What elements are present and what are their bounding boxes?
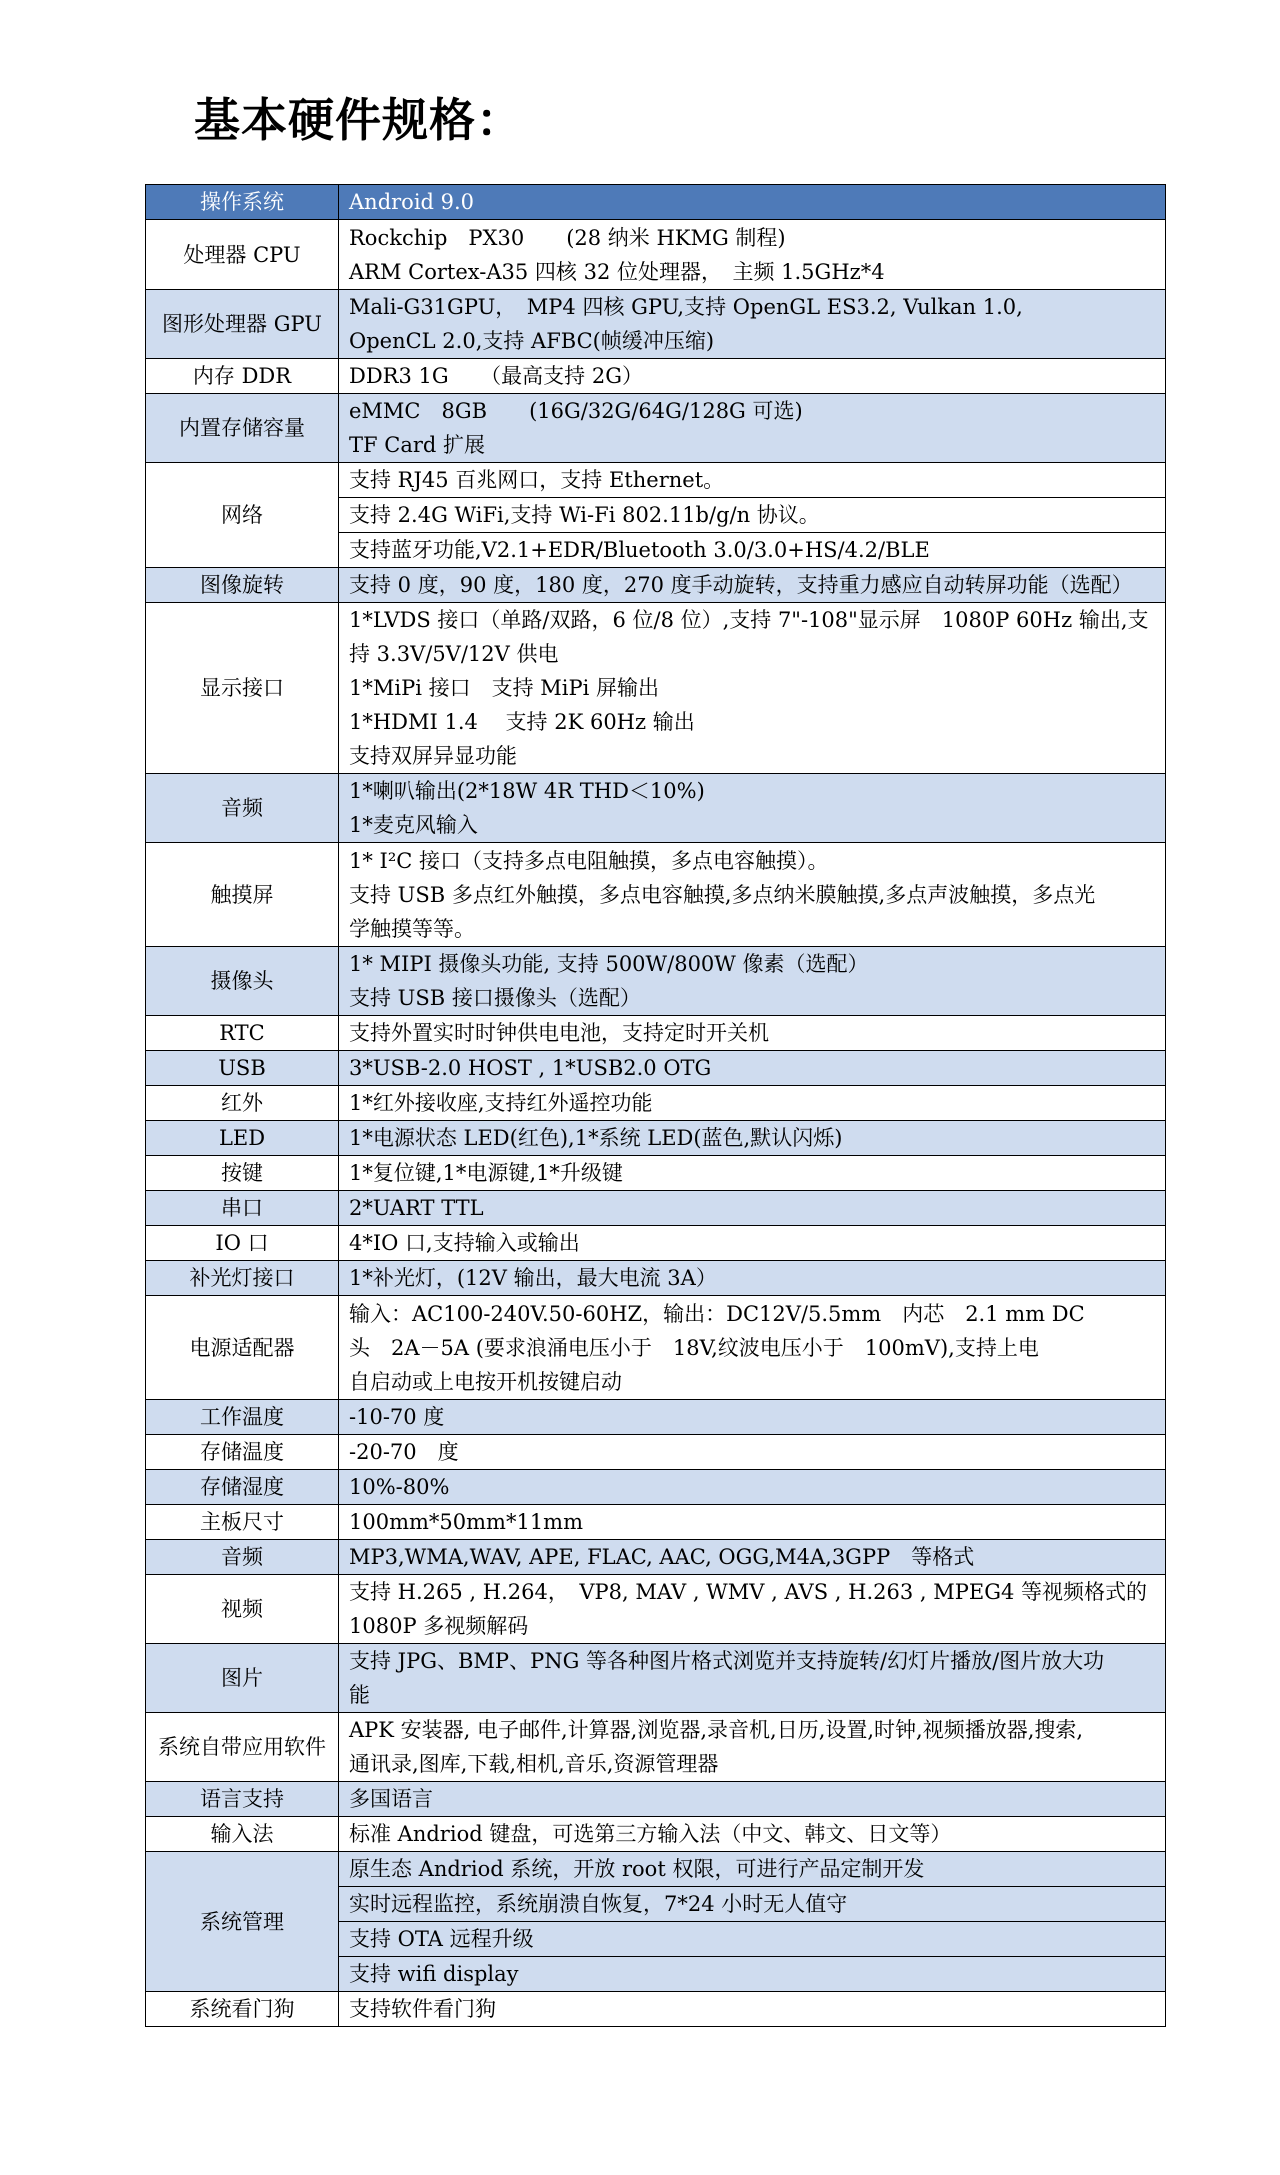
spec-value-line: 支持外置实时时钟供电电池，支持定时开关机: [349, 1021, 769, 1045]
spec-row: [146, 185, 1166, 220]
spec-value-line: 支持 USB 接口摄像头（选配）: [349, 986, 641, 1010]
spec-label: 语言支持: [146, 1782, 339, 1817]
spec-value-line: 1*喇叭输出(2*18W 4R THD＜10%): [349, 779, 705, 803]
spec-value-line: 1*复位键,1*电源键,1*升级键: [349, 1161, 623, 1185]
spec-label: 红外: [146, 1086, 339, 1121]
spec-value-line: 标准 Andriod 键盘，可选第三方输入法（中文、韩文、日文等）: [349, 1822, 952, 1846]
spec-value: [339, 1922, 1166, 1957]
spec-label: 系统看门狗: [146, 1992, 339, 2027]
spec-value: [339, 1644, 1166, 1713]
spec-value: [339, 1713, 1166, 1782]
spec-value-line: APK 安装器, 电子邮件,计算器,浏览器,录音机,日历,设置,时钟,视频播放器,搜索,: [349, 1718, 1084, 1742]
spec-value-line: 1* I²C 接口（支持多点电阻触摸，多点电容触摸）。: [349, 848, 829, 873]
spec-row: [146, 1086, 1166, 1121]
spec-value: [339, 1575, 1166, 1644]
spec-row: [146, 1540, 1166, 1575]
spec-value-line: ARM Cortex-A35 四核 32 位处理器， 主频 1.5GHz*4: [349, 259, 885, 284]
spec-value-line: 支持 wifi display: [349, 1962, 519, 1986]
spec-value-line: eMMC 8GB (16G/32G/64G/128G 可选): [349, 399, 803, 423]
spec-label: 按键: [146, 1156, 339, 1191]
spec-value-line: 支持 JPG、BMP、PNG 等各种图片格式浏览并支持旋转/幻灯片播放/图片放大功: [349, 1649, 1105, 1673]
spec-value: [339, 1400, 1166, 1435]
spec-value: [339, 947, 1166, 1016]
spec-value-line: 通讯录,图库,下载,相机,音乐,资源管理器: [349, 1752, 719, 1776]
spec-value-line: 支持 USB 多点红外触摸，多点电容触摸,多点纳米膜触摸,多点声波触摸，多点光: [349, 882, 1096, 907]
spec-value-line: DDR3 1G （最高支持 2G）: [349, 364, 643, 388]
spec-value-line: 1080P 多视频解码: [349, 1614, 529, 1638]
spec-value: [339, 1505, 1166, 1540]
spec-row: [146, 1992, 1166, 2027]
spec-label: 图像旋转: [146, 568, 339, 603]
spec-value: [339, 1852, 1166, 1887]
spec-row: [146, 947, 1166, 1016]
spec-value: [339, 1817, 1166, 1852]
spec-label: 触摸屏: [146, 843, 339, 947]
spec-value-line: 支持双屏异显功能: [349, 744, 517, 768]
spec-value: [339, 1086, 1166, 1121]
spec-label: 主板尺寸: [146, 1505, 339, 1540]
spec-row: [146, 1435, 1166, 1470]
spec-value-line: 输入：AC100-240V.50-60HZ，输出：DC12V/5.5mm 内芯 2.1 mm DC: [349, 1301, 1085, 1326]
spec-row: [146, 1156, 1166, 1191]
spec-value: [339, 1051, 1166, 1086]
spec-label: RTC: [146, 1016, 339, 1051]
spec-row: [146, 290, 1166, 359]
spec-label: 音频: [146, 774, 339, 843]
spec-label: 电源适配器: [146, 1296, 339, 1400]
spec-table: [145, 184, 1166, 2027]
spec-value-line: 支持 0 度，90 度，180 度，270 度手动旋转，支持重力感应自动转屏功能（选配）: [349, 573, 1133, 597]
spec-label: USB: [146, 1051, 339, 1086]
spec-value-line: 多国语言: [349, 1787, 433, 1811]
spec-value-line: -10-70 度: [349, 1405, 445, 1429]
spec-value-line: Android 9.0: [349, 190, 475, 214]
spec-value: [339, 1782, 1166, 1817]
spec-value: [339, 1191, 1166, 1226]
spec-value: [339, 843, 1166, 947]
spec-value-line: 持 3.3V/5V/12V 供电: [349, 642, 559, 666]
spec-label: 系统自带应用软件: [146, 1713, 339, 1782]
spec-label: 输入法: [146, 1817, 339, 1852]
spec-value-line: 1*补光灯，(12V 输出，最大电流 3A）: [349, 1266, 717, 1290]
spec-row: [146, 463, 1166, 498]
spec-value-line: 1*麦克风输入: [349, 813, 478, 837]
spec-value-line: 100mm*50mm*11mm: [349, 1510, 584, 1534]
spec-label: 存储湿度: [146, 1470, 339, 1505]
spec-table-body: [146, 185, 1166, 2027]
spec-value: [339, 1887, 1166, 1922]
spec-row: [146, 1121, 1166, 1156]
spec-row: [146, 1505, 1166, 1540]
spec-value-line: 自启动或上电按开机按键启动: [349, 1369, 622, 1394]
spec-value-line: 2*UART TTL: [349, 1196, 484, 1220]
spec-row: [146, 603, 1166, 774]
spec-label: 内置存储容量: [146, 394, 339, 463]
spec-value-line: 1*红外接收座,支持红外遥控功能: [349, 1091, 653, 1115]
spec-value-line: 3*USB-2.0 HOST , 1*USB2.0 OTG: [349, 1056, 712, 1080]
spec-value-line: 1*LVDS 接口（单路/双路，6 位/8 位）,支持 7"-108"显示屏 1080P 60Hz 输出,支: [349, 608, 1149, 632]
spec-label: IO 口: [146, 1226, 339, 1261]
spec-value-line: Mali-G31GPU， MP4 四核 GPU,支持 OpenGL ES3.2, Vulkan 1.0,: [349, 295, 1023, 319]
spec-row: [146, 1644, 1166, 1713]
spec-label: 工作温度: [146, 1400, 339, 1435]
spec-row: [146, 1400, 1166, 1435]
spec-value-line: MP3,WMA,WAV, APE, FLAC, AAC, OGG,M4A,3GPP 等格式: [349, 1545, 975, 1569]
spec-row: [146, 220, 1166, 290]
spec-value-line: OpenCL 2.0,支持 AFBC(帧缓冲压缩): [349, 329, 715, 353]
spec-row: [146, 568, 1166, 603]
spec-value: [339, 1261, 1166, 1296]
spec-label: 补光灯接口: [146, 1261, 339, 1296]
spec-label: 系统管理: [146, 1852, 339, 1992]
spec-label: 处理器 CPU: [146, 220, 339, 290]
spec-value-line: -20-70 度: [349, 1440, 459, 1464]
spec-row: [146, 1782, 1166, 1817]
spec-value-line: 能: [349, 1683, 370, 1707]
spec-value: [339, 463, 1166, 498]
spec-label: 图片: [146, 1644, 339, 1713]
spec-row: [146, 359, 1166, 394]
spec-value: [339, 394, 1166, 463]
spec-value: [339, 1957, 1166, 1992]
spec-value-line: 实时远程监控，系统崩溃自恢复，7*24 小时无人值守: [349, 1892, 848, 1916]
spec-value: [339, 220, 1166, 290]
page-title: 基本硬件规格：: [194, 93, 523, 147]
spec-value-line: 1* MIPI 摄像头功能, 支持 500W/800W 像素（选配）: [349, 952, 869, 976]
spec-value: [339, 1121, 1166, 1156]
spec-value: [339, 1540, 1166, 1575]
spec-value-line: 头 2A－5A (要求浪涌电压小于 18V,纹波电压小于 100mV),支持上电: [349, 1335, 1039, 1360]
spec-value: [339, 774, 1166, 843]
spec-value-line: TF Card 扩展: [349, 433, 485, 457]
spec-label: 操作系统: [146, 185, 339, 220]
spec-label: 音频: [146, 1540, 339, 1575]
spec-row: [146, 1575, 1166, 1644]
spec-row: [146, 1817, 1166, 1852]
spec-row: [146, 1713, 1166, 1782]
spec-label: 显示接口: [146, 603, 339, 774]
spec-value-line: 支持蓝牙功能,V2.1+EDR/Bluetooth 3.0/3.0+HS/4.2/BLE: [349, 538, 930, 562]
spec-value-line: Rockchip PX30 (28 纳米 HKMG 制程): [349, 225, 786, 250]
spec-value: [339, 1470, 1166, 1505]
spec-value-line: 原生态 Andriod 系统，开放 root 权限，可进行产品定制开发: [349, 1857, 925, 1881]
spec-label: 存储温度: [146, 1435, 339, 1470]
spec-row: [146, 1016, 1166, 1051]
spec-value-line: 支持 H.265 , H.264， VP8, MAV , WMV , AVS , H.263 , MPEG4 等视频格式的: [349, 1580, 1148, 1604]
spec-value: [339, 1992, 1166, 2027]
spec-value: [339, 185, 1166, 220]
spec-label: 摄像头: [146, 947, 339, 1016]
spec-value: [339, 1156, 1166, 1191]
spec-value-line: 支持 2.4G WiFi,支持 Wi-Fi 802.11b/g/n 协议。: [349, 503, 820, 527]
spec-value-line: 支持 RJ45 百兆网口，支持 Ethernet。: [349, 468, 725, 492]
spec-value: [339, 1296, 1166, 1400]
spec-row: [146, 1470, 1166, 1505]
spec-label: 内存 DDR: [146, 359, 339, 394]
spec-value-line: 支持 OTA 远程升级: [349, 1927, 534, 1951]
spec-value: [339, 359, 1166, 394]
spec-value: [339, 498, 1166, 533]
spec-row: [146, 1226, 1166, 1261]
spec-row: [146, 774, 1166, 843]
spec-row: [146, 394, 1166, 463]
spec-value: [339, 568, 1166, 603]
spec-row: [146, 1852, 1166, 1887]
spec-value-line: 学触摸等等。: [349, 916, 475, 941]
spec-value: [339, 533, 1166, 568]
spec-row: [146, 1051, 1166, 1086]
spec-label: 串口: [146, 1191, 339, 1226]
spec-value: [339, 1016, 1166, 1051]
spec-value-line: 1*MiPi 接口 支持 MiPi 屏输出: [349, 676, 660, 700]
spec-row: [146, 1261, 1166, 1296]
spec-value-line: 1*电源状态 LED(红色),1*系统 LED(蓝色,默认闪烁): [349, 1126, 843, 1150]
spec-value-line: 1*HDMI 1.4 支持 2K 60Hz 输出: [349, 710, 695, 734]
spec-label: LED: [146, 1121, 339, 1156]
spec-row: [146, 1296, 1166, 1400]
spec-value-line: 4*IO 口,支持输入或输出: [349, 1231, 580, 1255]
spec-value: [339, 290, 1166, 359]
spec-value: [339, 603, 1166, 774]
spec-label: 视频: [146, 1575, 339, 1644]
spec-row: [146, 1191, 1166, 1226]
spec-value: [339, 1226, 1166, 1261]
spec-row: [146, 843, 1166, 947]
spec-value: [339, 1435, 1166, 1470]
spec-value-line: 10%-80%: [349, 1475, 450, 1499]
spec-label: 图形处理器 GPU: [146, 290, 339, 359]
spec-value-line: 支持软件看门狗: [349, 1997, 496, 2021]
spec-label: 网络: [146, 463, 339, 568]
